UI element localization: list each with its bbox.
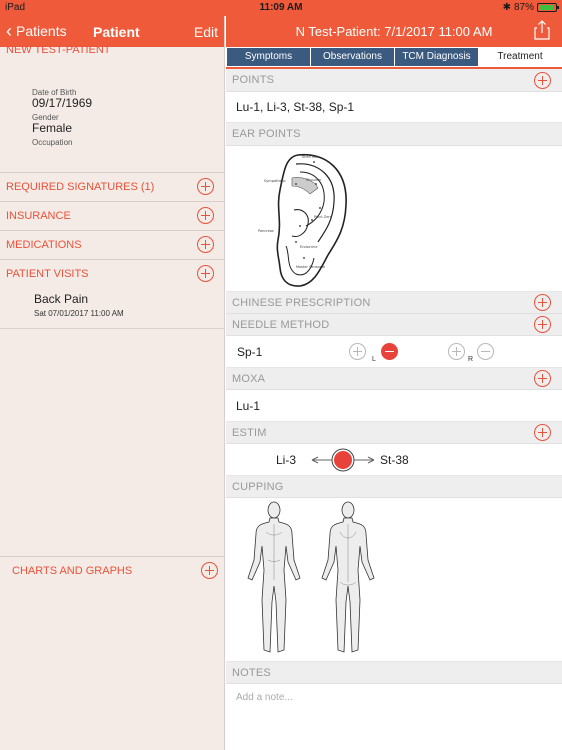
tab-tcm-diagnosis[interactable]: TCM Diagnosis — [395, 48, 479, 66]
section-label: ESTIM — [232, 427, 267, 439]
ear-points-row[interactable] — [226, 146, 562, 292]
bluetooth-icon: ✱ — [502, 2, 511, 13]
points-value: Lu-1, Li-3, St-38, Sp-1 — [236, 100, 355, 114]
tab-treatment[interactable]: Treatment — [479, 48, 561, 66]
divider — [0, 328, 225, 329]
add-point-icon[interactable] — [534, 72, 551, 89]
left-minus-icon[interactable] — [381, 343, 398, 360]
patient-nav-bar — [0, 16, 224, 47]
section-needle-method — [226, 314, 562, 336]
section-ear-points — [226, 123, 562, 146]
tab-bar-wrap — [226, 47, 562, 69]
section-medications[interactable] — [0, 230, 225, 259]
right-plus-icon[interactable] — [448, 343, 465, 360]
add-medication-icon[interactable] — [197, 236, 214, 253]
visit-title: Back Pain — [34, 292, 89, 306]
estim-to: St-38 — [380, 453, 409, 467]
section-estim — [226, 422, 562, 444]
cupping-row[interactable] — [226, 498, 562, 662]
section-label: CUPPING — [232, 481, 284, 493]
svg-text:Shen Men: Shen Men — [302, 155, 320, 159]
tab-symptoms[interactable]: Symptoms — [227, 48, 311, 66]
battery-icon — [537, 3, 557, 12]
tab-bar — [226, 47, 562, 67]
visit-nav-bar — [226, 16, 562, 47]
estim-row[interactable] — [226, 444, 562, 476]
occupation-label: Occupation — [32, 138, 73, 147]
section-label: NOTES — [232, 667, 271, 679]
battery-percent: 87% — [513, 2, 534, 13]
add-chart-icon[interactable] — [201, 562, 218, 579]
add-moxa-icon[interactable] — [534, 370, 551, 387]
right-label: R — [468, 356, 474, 363]
notes-input[interactable]: Add a note... — [236, 692, 293, 703]
visit-list-item[interactable] — [34, 292, 124, 318]
section-cupping — [226, 476, 562, 498]
visit-date: Sat 07/01/2017 11:00 AM — [34, 309, 124, 318]
patient-name: NEW TEST-PATIENT — [6, 44, 111, 56]
section-notes — [226, 662, 562, 684]
body-diagram-icon[interactable] — [236, 500, 386, 658]
section-label: REQUIRED SIGNATURES (1) — [6, 181, 155, 193]
status-right — [503, 2, 557, 13]
back-label: Patients — [16, 23, 67, 39]
add-signature-icon[interactable] — [197, 178, 214, 195]
section-label: CHINESE PRESCRIPTION — [232, 297, 371, 309]
back-button[interactable] — [6, 23, 67, 39]
status-time: 11:09 AM — [259, 2, 303, 13]
section-charts-graphs[interactable] — [0, 556, 225, 585]
section-points — [226, 69, 562, 92]
section-label: INSURANCE — [6, 210, 71, 222]
section-label: NEEDLE METHOD — [232, 319, 330, 331]
patient-nav-title: Patient — [93, 24, 140, 40]
section-required-signatures[interactable] — [0, 172, 225, 201]
left-plus-icon[interactable] — [349, 343, 366, 360]
points-row[interactable] — [226, 92, 562, 123]
dob-value: 09/17/1969 — [32, 96, 93, 110]
section-label: MOXA — [232, 373, 266, 385]
moxa-value: Lu-1 — [236, 399, 261, 413]
section-patient-visits[interactable] — [0, 259, 225, 288]
status-bar — [0, 0, 562, 16]
add-prescription-icon[interactable] — [534, 294, 551, 311]
gender-label: Gender — [32, 113, 59, 122]
estim-connector-icon[interactable] — [310, 447, 376, 473]
section-label: MEDICATIONS — [6, 239, 82, 251]
device-label: iPad — [5, 2, 26, 13]
add-insurance-icon[interactable] — [197, 207, 214, 224]
svg-text:Sympathetic: Sympathetic — [264, 179, 287, 183]
share-icon[interactable] — [534, 20, 550, 40]
svg-text:Shoulder: Shoulder — [306, 178, 322, 182]
section-moxa — [226, 368, 562, 390]
gender-value: Female — [32, 121, 73, 135]
dob-label: Date of Birth — [32, 88, 77, 97]
edit-button[interactable]: Edit — [193, 24, 218, 40]
section-label: POINTS — [232, 74, 275, 86]
section-chinese-prescription — [226, 292, 562, 314]
needle-row[interactable] — [226, 336, 562, 368]
svg-text:Point Zero: Point Zero — [314, 215, 332, 219]
left-label: L — [372, 356, 376, 363]
section-label: PATIENT VISITS — [6, 268, 89, 280]
svg-text:Master Sensorial: Master Sensorial — [296, 265, 326, 269]
moxa-row[interactable] — [226, 390, 562, 422]
section-insurance[interactable] — [0, 201, 225, 230]
svg-text:Pancreas: Pancreas — [258, 229, 274, 233]
add-needle-icon[interactable] — [534, 316, 551, 333]
section-label: CHARTS AND GRAPHS — [12, 565, 133, 577]
needle-point: Sp-1 — [237, 345, 263, 359]
tab-observations[interactable]: Observations — [311, 48, 395, 66]
visit-nav-title: N Test-Patient: 7/1/2017 11:00 AM — [295, 24, 493, 39]
add-estim-icon[interactable] — [534, 424, 551, 441]
add-visit-icon[interactable] — [197, 265, 214, 282]
svg-text:Endocrine: Endocrine — [300, 245, 318, 249]
chevron-left-icon: ‹ — [6, 21, 12, 41]
section-label: EAR POINTS — [232, 128, 301, 140]
estim-from: Li-3 — [276, 453, 297, 467]
notes-row — [226, 684, 562, 750]
ear-diagram-icon[interactable] — [256, 150, 356, 290]
right-minus-icon[interactable] — [477, 343, 494, 360]
